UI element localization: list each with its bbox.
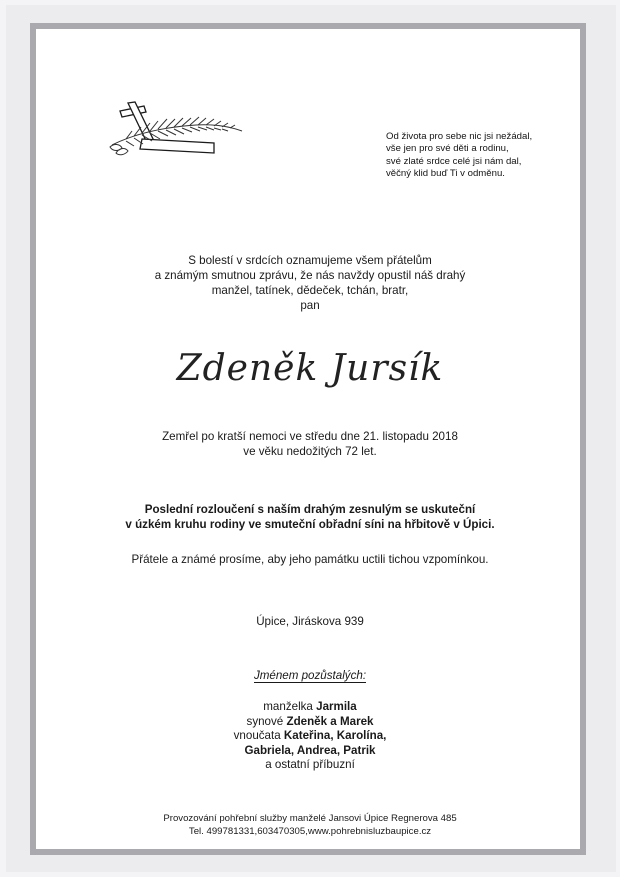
poem-line: věčný klid buď Ti v odměnu. [386,168,505,180]
cross-with-palm-branch-icon [106,97,248,161]
mourner-sons: synové Zdeněk a Marek [246,714,374,728]
death-line: ve věku nedožitých 72 let. [243,445,377,458]
farewell-info [110,502,510,532]
footer-line: Tel. 499781331,603470305,www.pohrebnisluzbaupice.cz [188,825,432,837]
behalf-label: Jménem pozůstalých: [253,669,367,682]
poem [386,131,576,181]
intro-line: S bolestí v srdcích oznamujeme všem přátelům [188,254,432,267]
poem-line: Od života pro sebe nic jsi nežádal, [386,131,533,142]
intro-line: a známým smutnou zprávu, že nás navždy opustil náš drahý [154,269,466,282]
farewell-line: Poslední rozloučení s naším drahým zesnulým se uskuteční [144,503,476,516]
funeral-service-footer [120,813,500,838]
footer-line: Provozování pohřební služby manželé Jansovi Úpice Regnerova 485 [163,813,457,824]
death-details [130,429,490,459]
remembrance-request: Přátele a známé prosíme, aby jeho památku uctili tichou vzpomínkou. [131,553,489,566]
deceased-name: Zdeněk Jursík [176,348,444,389]
mourner-grandchildren: vnoučata Kateřina, Karolína, [233,729,387,743]
poem-line: své zlaté srdce celé jsi nám dal, [386,155,522,167]
intro-line: pan [300,299,320,312]
mourners-list [130,700,490,773]
address: Úpice, Jiráskova 939 [256,615,364,628]
death-line: Zemřel po kratší nemoci ve středu dne 21. listopadu 2018 [162,430,458,443]
intro-line: manžel, tatínek, dědeček, tchán, bratr, [211,284,409,297]
poem-line: vše jen pro své děti a rodinu, [386,143,509,155]
behalf-heading [130,669,490,682]
mourner-others: a ostatní příbuzní [265,758,355,772]
farewell-line: v úzkém kruhu rodiny ve smuteční obřadní síni na hřbitově v Úpici. [125,518,495,531]
mourner-grandchildren-cont: Gabriela, Andrea, Patrik [244,743,376,757]
announcement-intro [130,253,490,313]
mourner-wife: manželka Jarmila [263,700,357,713]
